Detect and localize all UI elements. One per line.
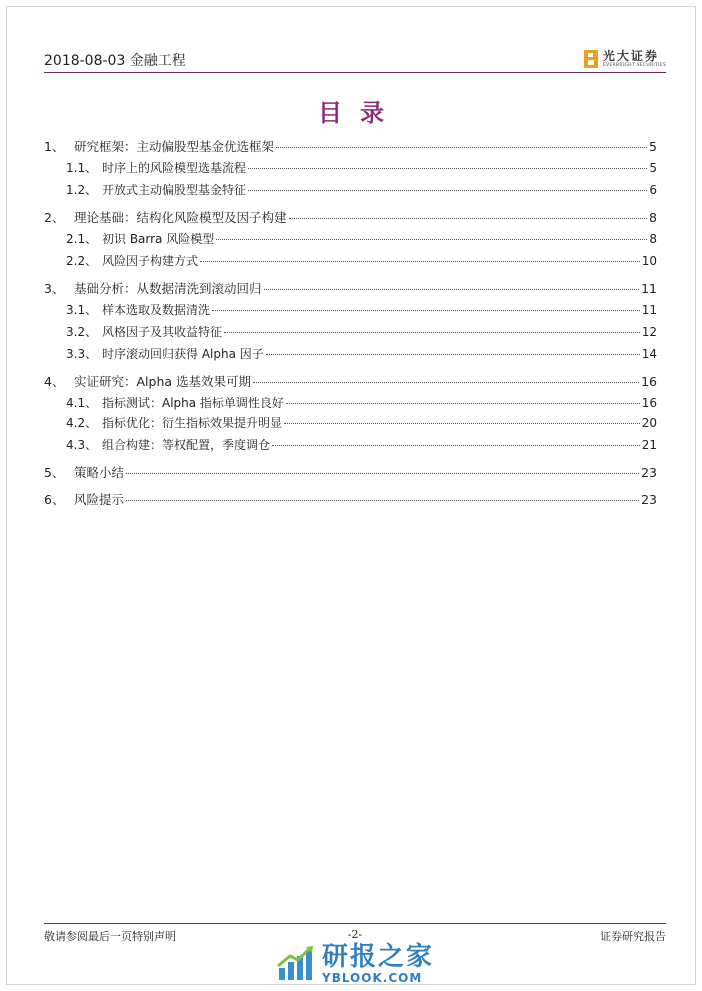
page-header bbox=[44, 40, 666, 73]
toc-entry-title: 策略小结 bbox=[74, 465, 125, 480]
toc-entry[interactable] bbox=[44, 301, 657, 321]
toc-entry-page: 8 bbox=[649, 210, 657, 225]
toc-entry[interactable] bbox=[44, 252, 657, 272]
toc-entry-title: 实证研究：Alpha 选基效果可期 bbox=[74, 374, 252, 389]
toc-dot-leader bbox=[253, 382, 639, 383]
toc-dot-leader bbox=[276, 147, 647, 148]
toc-dot-leader bbox=[286, 403, 640, 404]
toc-entry-page: 20 bbox=[641, 416, 657, 430]
toc-entry[interactable] bbox=[44, 372, 657, 392]
toc-entry-number: 3.2、 bbox=[66, 325, 98, 339]
toc-entry-title: 样本选取及数据清洗 bbox=[102, 303, 211, 317]
toc-entry[interactable] bbox=[44, 490, 657, 510]
footer-page-number: -2- bbox=[347, 928, 363, 941]
toc-entry-page: 11 bbox=[641, 303, 657, 317]
toc-entry-number: 6、 bbox=[44, 492, 65, 507]
toc-dot-leader bbox=[272, 445, 640, 446]
toc-dot-leader bbox=[248, 168, 647, 169]
toc-entry[interactable] bbox=[44, 394, 657, 414]
toc-entry-title: 研究框架：主动偏股型基金优选框架 bbox=[74, 139, 275, 154]
header-date-section: 2018-08-03 金融工程 bbox=[44, 53, 186, 69]
toc-entry-title: 风险提示 bbox=[74, 492, 125, 507]
toc-entry-page: 6 bbox=[649, 183, 657, 197]
toc-entry-page: 23 bbox=[641, 465, 657, 480]
toc-entry-number: 4.3、 bbox=[66, 438, 98, 452]
toc-entry-number: 4.2、 bbox=[66, 416, 98, 430]
toc-entry-number: 2.2、 bbox=[66, 254, 98, 268]
toc-entry-number: 3.1、 bbox=[66, 303, 98, 317]
toc-entry-page: 14 bbox=[641, 347, 657, 361]
toc-dot-leader bbox=[264, 289, 640, 290]
footer-disclaimer: 敬请参阅最后一页特别声明 bbox=[44, 930, 176, 943]
toc-entry-number: 5、 bbox=[44, 465, 65, 480]
toc-entry-title: 初识 Barra 风险模型 bbox=[102, 232, 215, 246]
brand-logo-group bbox=[583, 49, 666, 69]
toc-entry-number: 2、 bbox=[44, 210, 65, 225]
toc-entry-title: 组合构建：等权配置，季度调仓 bbox=[102, 438, 271, 452]
toc-entry[interactable] bbox=[44, 181, 657, 201]
toc-entry-title: 指标优化：衍生指标效果提升明显 bbox=[102, 416, 283, 430]
toc-entry-title: 理论基础：结构化风险模型及因子构建 bbox=[74, 210, 287, 225]
footer-report-type: 证券研究报告 bbox=[600, 930, 666, 943]
toc-entry-page: 5 bbox=[649, 139, 657, 154]
toc-entry-number: 4.1、 bbox=[66, 396, 98, 410]
bar-chart-arrow-icon bbox=[276, 944, 316, 984]
toc-entry-page: 23 bbox=[641, 492, 657, 507]
toc-entry-number: 1、 bbox=[44, 139, 65, 154]
toc-entry[interactable] bbox=[44, 159, 657, 179]
toc-dot-leader bbox=[248, 190, 647, 191]
watermark-site-name: 研报之家 bbox=[322, 942, 435, 972]
toc-entry-title: 指标测试：Alpha 指标单调性良好 bbox=[102, 396, 284, 410]
toc-entry[interactable] bbox=[44, 208, 657, 228]
toc-entry-number: 3.3、 bbox=[66, 347, 98, 361]
toc-entry-title: 时序滚动回归获得 Alpha 因子 bbox=[102, 347, 264, 361]
toc-dot-leader bbox=[289, 218, 647, 219]
toc-entry-page: 21 bbox=[641, 438, 657, 452]
everbright-logo-icon bbox=[583, 49, 599, 69]
toc-entry-title: 时序上的风险模型选基流程 bbox=[102, 161, 247, 175]
watermark-url: YBLOOK.COM bbox=[322, 971, 423, 985]
toc-dot-leader bbox=[284, 423, 640, 424]
toc-dot-leader bbox=[126, 500, 639, 501]
toc-dot-leader bbox=[216, 239, 647, 240]
toc-entry-page: 10 bbox=[641, 254, 657, 268]
brand-name-en: EVERBRIGHT SECURITIES bbox=[602, 63, 666, 68]
toc-entry-page: 16 bbox=[641, 396, 657, 410]
toc-entry[interactable] bbox=[44, 345, 657, 365]
brand-name-cn: 光大证券 bbox=[602, 49, 659, 63]
toc-entry[interactable] bbox=[44, 463, 657, 483]
toc-entry[interactable] bbox=[44, 279, 657, 299]
toc-entry-number: 1.1、 bbox=[66, 161, 98, 175]
toc-entry[interactable] bbox=[44, 414, 657, 434]
toc-entry-title: 风险因子构建方式 bbox=[102, 254, 199, 268]
toc-dot-leader bbox=[126, 473, 639, 474]
toc-entry-number: 3、 bbox=[44, 281, 65, 296]
toc-dot-leader bbox=[212, 310, 640, 311]
toc-entry-number: 2.1、 bbox=[66, 232, 98, 246]
toc-entry-title: 风格因子及其收益特征 bbox=[102, 325, 223, 339]
toc-entry-page: 8 bbox=[649, 232, 657, 246]
watermark bbox=[276, 943, 434, 985]
toc-dot-leader bbox=[224, 332, 640, 333]
toc-entry-page: 11 bbox=[641, 281, 657, 296]
toc-entry-title: 基础分析：从数据清洗到滚动回归 bbox=[74, 281, 262, 296]
toc-dot-leader bbox=[266, 354, 640, 355]
toc-entry[interactable] bbox=[44, 230, 657, 250]
toc-entry[interactable] bbox=[44, 436, 657, 456]
toc-title: 目录 bbox=[318, 98, 402, 127]
toc-entry[interactable] bbox=[44, 323, 657, 343]
toc-entry-page: 12 bbox=[641, 325, 657, 339]
toc-entry-page: 5 bbox=[649, 161, 657, 175]
toc-entry-title: 开放式主动偏股型基金特征 bbox=[102, 183, 247, 197]
toc-entry-number: 4、 bbox=[44, 374, 65, 389]
toc-dot-leader bbox=[200, 261, 640, 262]
toc-entry-page: 16 bbox=[641, 374, 657, 389]
toc-entry-number: 1.2、 bbox=[66, 183, 98, 197]
toc-entry[interactable] bbox=[44, 137, 657, 157]
